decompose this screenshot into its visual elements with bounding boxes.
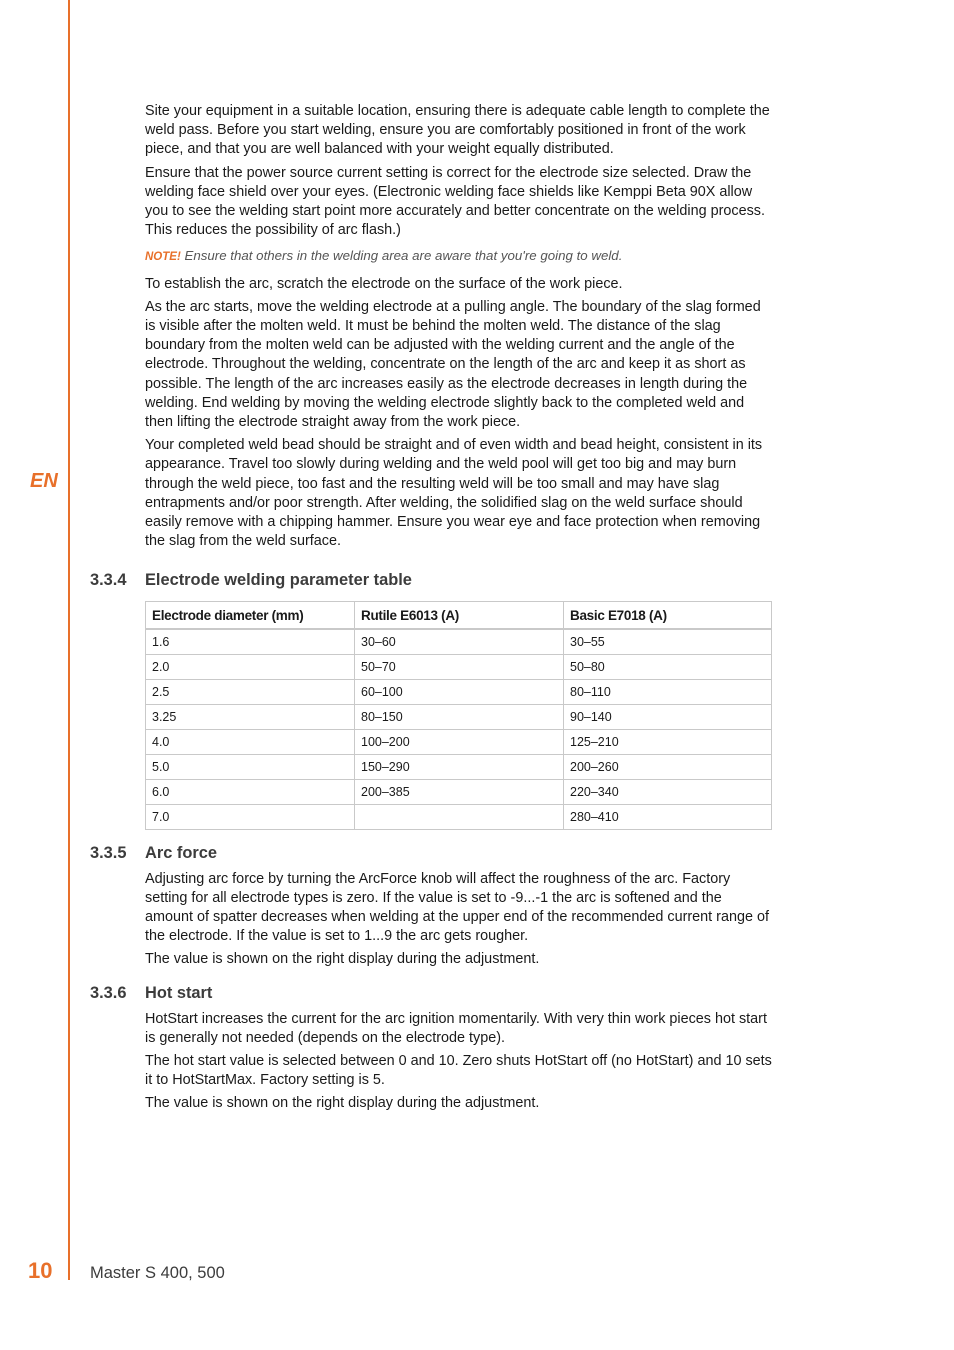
table-cell: 2.5 — [146, 680, 355, 705]
section-heading-3-3-4 — [90, 571, 773, 590]
paragraph: Your completed weld bead should be straight and of even width and bead height, consistent in its appearance. Travel too slowly during welding and the weld pool will get too big and may burn through the weld piece, too fast and the resulting weld will be too small and may have slag entrapments and/or poor strength. After welding, the solidified slag on the weld surface should easily remove with a chipping hammer. Ensure you wear eye and face protection when removing the slag from the weld surface. — [145, 437, 763, 550]
table-cell: 150–290 — [355, 754, 564, 779]
section-number: 3.3.5 — [90, 843, 127, 862]
table-cell: 200–385 — [355, 779, 564, 804]
table-row — [146, 680, 772, 705]
table-cell: 30–60 — [355, 629, 564, 654]
table-cell: 50–70 — [355, 655, 564, 680]
margin-rule — [68, 0, 70, 1280]
section-heading-3-3-5 — [90, 843, 773, 863]
section-title: Electrode welding parameter table — [145, 571, 412, 590]
table-row — [146, 705, 772, 730]
table-cell: 7.0 — [146, 804, 355, 829]
section-title: Hot start — [145, 983, 213, 1002]
table-cell: 80–110 — [564, 680, 772, 705]
table-row — [146, 730, 772, 755]
paragraph: Adjusting arc force by turning the ArcForce knob will affect the roughness of the arc. Factory setting for all electrode types is zero. If the value is set to -9...-1 the arc is softened and the amount of spatter decreases when welding at the upper end of the recommended current range of the electrode. If the value is set to 1...9 the arc gets rougher. — [145, 870, 769, 945]
paragraph: To establish the arc, scratch the electrode on the surface of the work piece. — [145, 275, 623, 292]
paragraph: The value is shown on the right display during the adjustment. — [145, 951, 540, 968]
page-content — [90, 102, 773, 1118]
table-cell: 220–340 — [564, 779, 772, 804]
paragraph: Site your equipment in a suitable location, ensuring there is adequate cable length to complete the weld pass. Before you start welding, ensure you are comfortably positioned in front of the work piece, and that you are well balanced with your weight equally distributed. — [145, 103, 770, 158]
table-cell: 80–150 — [355, 705, 564, 730]
paragraph: HotStart increases the current for the arc ignition momentarily. With very thin work pieces hot start is generally not needed (depends on the electrode type). — [145, 1010, 767, 1046]
language-tab: EN — [30, 470, 58, 492]
table-row — [146, 754, 772, 779]
table-cell: 125–210 — [564, 730, 772, 755]
footer-title: Master S 400, 500 — [90, 1264, 225, 1282]
table-cell — [355, 804, 564, 829]
table-cell: 30–55 — [564, 629, 772, 654]
page-number: 10 — [28, 1258, 53, 1283]
section-title: Arc force — [145, 843, 217, 862]
table-header-cell: Basic E7018 (A) — [564, 602, 772, 630]
note-label: NOTE! — [145, 251, 181, 264]
table-cell: 4.0 — [146, 730, 355, 755]
note-text: Ensure that others in the welding area are aware that you're going to weld. — [184, 248, 623, 264]
table-cell: 100–200 — [355, 730, 564, 755]
section-heading-3-3-6 — [90, 983, 773, 1003]
table-cell: 2.0 — [146, 655, 355, 680]
table-row — [146, 655, 772, 680]
paragraph: The value is shown on the right display during the adjustment. — [145, 1095, 540, 1112]
table-cell: 200–260 — [564, 754, 772, 779]
table-cell: 50–80 — [564, 655, 772, 680]
paragraph: Ensure that the power source current setting is correct for the electrode size selected. Draw the welding face shield over your eyes. (Electronic welding face shields like Kemppi Beta 90X allow you to see the welding start point more accurately and better concentrate on the welding process. This reduces the possibility of arc flash.) — [145, 164, 765, 239]
table-header-row — [146, 602, 772, 630]
table-cell: 3.25 — [146, 705, 355, 730]
table-row — [146, 804, 772, 829]
section-number: 3.3.4 — [90, 571, 127, 590]
note — [145, 246, 773, 267]
table-cell: 1.6 — [146, 629, 355, 654]
parameter-table — [145, 601, 772, 829]
table-row — [146, 779, 772, 804]
table-cell: 90–140 — [564, 705, 772, 730]
table-row — [146, 629, 772, 654]
table-cell: 6.0 — [146, 779, 355, 804]
table-cell: 60–100 — [355, 680, 564, 705]
table-header-cell: Rutile E6013 (A) — [355, 602, 564, 630]
table-cell: 5.0 — [146, 754, 355, 779]
paragraph: The hot start value is selected between 0 and 10. Zero shuts HotStart off (no HotStart) and 10 sets it to HotStartMax. Factory setting is 5. — [145, 1053, 772, 1089]
paragraph: As the arc starts, move the welding electrode at a pulling angle. The boundary of the slag formed is visible after the molten weld. It must be behind the molten weld. The distance of the slag boundary from the molten weld can be adjusted with the welding current and the angle of the electrode. Throughout the welding, concentrate on the length of the arc and keep it as short as possible. The length of the arc increases easily as the electrode decreases in length during the welding. End welding by moving the welding electrode slightly back to the completed weld and then lifting the electrode straight away from the work piece. — [145, 298, 761, 431]
table-header-cell: Electrode diameter (mm) — [146, 602, 355, 630]
section-number: 3.3.6 — [90, 983, 127, 1002]
table-cell: 280–410 — [564, 804, 772, 829]
